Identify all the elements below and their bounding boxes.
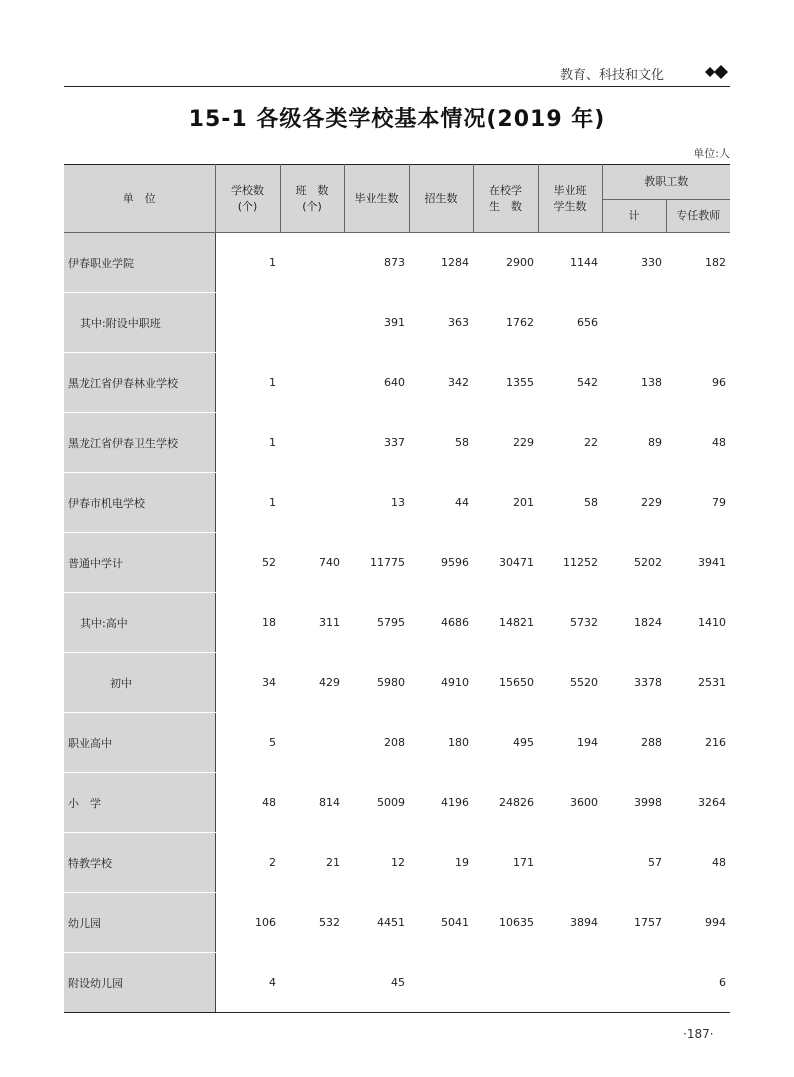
header-rule bbox=[64, 86, 730, 87]
table-cell: 6 bbox=[666, 953, 730, 1013]
table-cell: 640 bbox=[384, 376, 405, 389]
table-cell: 3941 bbox=[698, 556, 726, 569]
table-cell bbox=[538, 833, 602, 893]
table-cell: 89 bbox=[648, 436, 662, 449]
table-cell: 5 bbox=[269, 736, 276, 749]
table-cell: 330 bbox=[641, 256, 662, 270]
table-cell: 52 bbox=[262, 556, 276, 569]
table-cell bbox=[602, 293, 666, 353]
table-cell bbox=[666, 293, 730, 353]
table-cell: 13 bbox=[391, 496, 405, 509]
table-cell: 48 bbox=[712, 856, 726, 869]
table-cell: 45 bbox=[344, 953, 409, 1013]
table-cell: 5732 bbox=[570, 616, 598, 629]
table-cell: 106 bbox=[255, 916, 276, 929]
table-cell: 342 bbox=[448, 376, 469, 389]
table-cell: 2900 bbox=[506, 256, 534, 270]
table-cell: 48 bbox=[712, 436, 726, 449]
table-cell: 1762 bbox=[506, 316, 534, 329]
table-cell: 1410 bbox=[698, 616, 726, 629]
table-cell: 873 bbox=[384, 256, 405, 270]
table-row bbox=[64, 833, 730, 893]
row-label: 附设幼儿园 bbox=[64, 953, 215, 1013]
table-cell bbox=[538, 953, 602, 1013]
table-cell bbox=[280, 473, 344, 533]
table-row bbox=[64, 953, 730, 1013]
table-cell: 9596 bbox=[441, 556, 469, 569]
table-cell: 1757 bbox=[634, 916, 662, 929]
table-cell bbox=[280, 413, 344, 473]
page-title: 15-1 各级各类学校基本情况(2019 年) bbox=[188, 107, 606, 132]
table-cell: 24826 bbox=[499, 796, 534, 809]
table-row bbox=[64, 893, 730, 953]
table-cell bbox=[473, 953, 538, 1013]
table-cell: 5202 bbox=[634, 556, 662, 569]
row-label: 伊春职业学院 bbox=[64, 233, 215, 293]
row-label: 普通中学计 bbox=[64, 533, 215, 593]
table-cell: 1284 bbox=[441, 256, 469, 270]
section-header: 教育、科技和文化 bbox=[560, 68, 665, 83]
table-cell: 194 bbox=[577, 736, 598, 749]
table-cell bbox=[280, 953, 344, 1013]
table-cell: 311 bbox=[319, 616, 340, 629]
table-row bbox=[64, 293, 730, 353]
table-cell: 814 bbox=[319, 796, 340, 809]
table-cell: 201 bbox=[513, 496, 534, 509]
page-number: ·187· bbox=[683, 1027, 714, 1041]
table-cell: 495 bbox=[513, 736, 534, 749]
row-label: 其中:附设中职班 bbox=[64, 293, 215, 353]
table-cell: 182 bbox=[705, 256, 726, 270]
unit-label: 单位:人 bbox=[693, 147, 730, 160]
row-label: 其中:高中 bbox=[64, 593, 215, 653]
table-cell: 2531 bbox=[698, 676, 726, 689]
table-cell: 48 bbox=[262, 796, 276, 809]
table-cell bbox=[280, 233, 344, 293]
table-cell: 4451 bbox=[377, 916, 405, 929]
table-cell: 3378 bbox=[634, 676, 662, 689]
table-row bbox=[64, 713, 730, 773]
table-cell: 12 bbox=[391, 856, 405, 869]
table-cell: 4686 bbox=[441, 616, 469, 629]
header-staff: 教职工数 bbox=[602, 165, 730, 200]
table-cell: 429 bbox=[319, 676, 340, 689]
table-cell: 229 bbox=[641, 496, 662, 509]
table-cell bbox=[280, 293, 344, 353]
row-label: 初中 bbox=[64, 653, 215, 713]
table-cell: 216 bbox=[705, 736, 726, 749]
table-row bbox=[64, 413, 730, 473]
table-cell: 5795 bbox=[377, 616, 405, 629]
table-cell: 740 bbox=[319, 556, 340, 569]
table-cell: 44 bbox=[455, 496, 469, 509]
header-schools: 学校数 (个) bbox=[215, 165, 280, 233]
row-label: 黑龙江省伊春林业学校 bbox=[64, 353, 215, 413]
table-cell: 96 bbox=[712, 376, 726, 389]
table-cell: 4196 bbox=[441, 796, 469, 809]
row-label: 职业高中 bbox=[64, 713, 215, 773]
table-cell: 2 bbox=[269, 856, 276, 869]
table-cell bbox=[215, 293, 280, 353]
row-label: 小 学 bbox=[64, 773, 215, 833]
table-cell bbox=[602, 953, 666, 1013]
table-cell: 1355 bbox=[506, 376, 534, 389]
table-cell: 15650 bbox=[499, 676, 534, 689]
table-cell: 11252 bbox=[563, 556, 598, 569]
table-cell bbox=[409, 953, 473, 1013]
table-cell: 3998 bbox=[634, 796, 662, 809]
table-cell: 5980 bbox=[377, 676, 405, 689]
row-label: 伊春市机电学校 bbox=[64, 473, 215, 533]
header-staff-teachers: 专任教师 bbox=[666, 200, 730, 233]
row-label: 特教学校 bbox=[64, 833, 215, 893]
table-cell: 1144 bbox=[570, 256, 598, 270]
header-unit: 单 位 bbox=[64, 165, 215, 233]
table-cell: 1824 bbox=[634, 616, 662, 629]
table-cell: 208 bbox=[384, 736, 405, 749]
table-cell: 5520 bbox=[570, 676, 598, 689]
table-cell bbox=[280, 353, 344, 413]
table-cell: 22 bbox=[584, 436, 598, 449]
table-cell: 3264 bbox=[698, 796, 726, 809]
table-row bbox=[64, 593, 730, 653]
table-cell: 19 bbox=[455, 856, 469, 869]
table-cell: 532 bbox=[319, 916, 340, 929]
table-cell bbox=[280, 713, 344, 773]
table-row bbox=[64, 533, 730, 593]
table-cell: 58 bbox=[584, 496, 598, 509]
table-cell: 21 bbox=[326, 856, 340, 869]
table-cell: 18 bbox=[262, 616, 276, 629]
table-cell: 542 bbox=[577, 376, 598, 389]
table-cell: 14821 bbox=[499, 616, 534, 629]
table-cell: 11775 bbox=[370, 556, 405, 569]
table-cell: 4910 bbox=[441, 676, 469, 689]
table-cell: 1 bbox=[269, 256, 276, 270]
table-cell: 171 bbox=[513, 856, 534, 869]
table-cell: 229 bbox=[513, 436, 534, 449]
table-row bbox=[64, 653, 730, 713]
table-cell: 656 bbox=[577, 316, 598, 329]
table-cell: 138 bbox=[641, 376, 662, 389]
table-cell: 4 bbox=[215, 953, 280, 1013]
table-cell: 1 bbox=[269, 376, 276, 389]
row-label: 黑龙江省伊春卫生学校 bbox=[64, 413, 215, 473]
table-cell: 58 bbox=[455, 436, 469, 449]
table-cell: 391 bbox=[384, 316, 405, 329]
table-cell: 337 bbox=[384, 436, 405, 449]
table-cell: 1 bbox=[269, 436, 276, 449]
header-grad-class: 毕业班 学生数 bbox=[538, 165, 602, 233]
table-cell: 34 bbox=[262, 676, 276, 689]
table-row bbox=[64, 233, 730, 293]
header-classes: 班 数 (个) bbox=[280, 165, 344, 233]
table-cell: 3894 bbox=[570, 916, 598, 929]
table-body bbox=[64, 233, 730, 1013]
table-cell: 180 bbox=[448, 736, 469, 749]
table-cell: 994 bbox=[705, 916, 726, 929]
header-staff-total: 计 bbox=[602, 200, 666, 233]
table-cell: 79 bbox=[712, 496, 726, 509]
header-in-school: 在校学 生 数 bbox=[473, 165, 538, 233]
table-cell: 30471 bbox=[499, 556, 534, 569]
table-cell: 5009 bbox=[377, 796, 405, 809]
schools-table bbox=[64, 164, 730, 1013]
table-cell: 3600 bbox=[570, 796, 598, 809]
table-cell: 5041 bbox=[441, 916, 469, 929]
header-graduates: 毕业生数 bbox=[344, 165, 409, 233]
table-cell: 57 bbox=[648, 856, 662, 869]
table-cell: 10635 bbox=[499, 916, 534, 929]
table-row bbox=[64, 353, 730, 413]
diamond-ornament-icon bbox=[700, 63, 730, 85]
header-enrollment: 招生数 bbox=[409, 165, 473, 233]
table-row bbox=[64, 473, 730, 533]
table-cell: 363 bbox=[448, 316, 469, 329]
table-cell: 288 bbox=[641, 736, 662, 749]
table-row bbox=[64, 773, 730, 833]
row-label: 幼儿园 bbox=[64, 893, 215, 953]
table-cell: 1 bbox=[269, 496, 276, 509]
